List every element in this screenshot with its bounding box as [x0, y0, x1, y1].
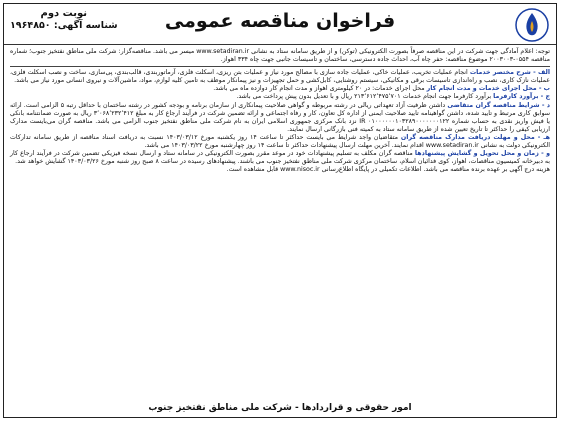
- section-heading: ب - محل اجرای خدمات و مدت انجام کار: [426, 85, 550, 93]
- section-c: [10, 93, 550, 101]
- section-text: انجام عملیات تخریب، عملیات خاکی، عملیات جاده سازی با مصالح مورد نیاز و عملیات بتن ریزی، اسکلت فلزی، آرماتوربندی، قالب‌بندی، پی‌سازی، ساخت و نصب اسکلت فلزی، عملیات نازک کاری، نصب و راه‌اندازی تاسیسات برقی و مکانیکی، سیستم روشنایی، کابل‌کشی و حمل تجهیزات و نیز پیمانکار موظف به تامین کلیه لوازم، مواد، ماشین‌آلات و نیروی انسانی مورد نیاز می باشد.: [10, 69, 550, 85]
- divider: [10, 66, 550, 67]
- section-d: [10, 102, 550, 134]
- section-text: داشتن ظرفیت آزاد تعهداتی ریالی در رشته مربوطه و گواهی صلاحیت پیمانکاری از سازمان برنامه و بودجه کشور در رشته ساختمان با حداقل رتبه ۵ الزامی است. ارائه سوابق کاری مرتبط و تایید شده، داشتن گواهینامه تایید صلاحیت ایمنی از اداره کل تعاون، کار و رفاه اجتماعی و ارائه تضمین شرکت در فرآیند ارجاع کار به مبلغ ۳٬۰۶۸٬۲۳۲٬۴۱۲ ریال به صورت ضمانتنامه بانکی یا فیش واریز نقدی به حساب شماره IR ۰۱۰۰۰۰۰۰۱۰۳۲۸۹۰۰۰۰۰۰۰۱۲۲ نزد بانک مرکزی جمهوری اسلامی ایران به نام شرکت ملی مناطق نفتخیز جنوب الزامی می باشد. مناقصه گران می‌بایست مدارک ارزیابی کیفی را حداکثر تا تاریخ تعیین شده از طریق سامانه ستاد به کمیته فنی بازرگانی ارسال نمایند.: [10, 101, 551, 133]
- section-heading: هـ - محل و مهلت دریافت مدارک مناقصه گران: [400, 133, 550, 141]
- document-body: [4, 45, 556, 174]
- header: [4, 4, 556, 45]
- section-text: متقاضیان واجد شرایط می بایست حداکثر تا ساعت ۱۴ روز یکشنبه مورخ ۱۴۰۳/۰۳/۱۲ نسبت به دریافت اسناد مناقصه از طریق سامانه تدارکات الکترونیکی دولت به نشانی www.setadiran.ir اقدام نمایند. آخرین مهلت ارسال پیشنهادات حداکثر تا ساعت ۱۴ روز چهارشنبه مورخ ۱۴۰۳/۰۳/۲۲ می باشد.: [10, 133, 550, 150]
- section-e: [10, 134, 550, 150]
- section-text: برآورد کارفرما جهت انجام خدمات ۲۱۳٬۶۱۲٬۴۷۵٬۷۰۱ ریال و با تعدیل بدون پیش پرداخت می باشد.: [236, 93, 492, 101]
- section-a: [10, 69, 550, 85]
- ad-id: شناسه آگهی: ۱۹۶۴۸۵۰: [10, 20, 118, 31]
- section-heading: الف - شرح مختصر خدمات: [469, 69, 550, 77]
- page-title: فراخوان مناقصه عمومی: [164, 10, 396, 32]
- document-frame: [3, 3, 557, 418]
- notice-info: [10, 8, 118, 32]
- section-heading: و - زمان و محل تحویل و گشایش پیشنهادها: [414, 150, 550, 158]
- section-f: [10, 150, 550, 166]
- section-text: محل اجرای خدمات: در ۲۰ کیلومتری اهواز و مدت انجام کار دوازده ماه می باشد.: [213, 85, 425, 93]
- turn-label: نوبت دوم: [40, 8, 88, 19]
- section-g: [10, 166, 550, 174]
- footer-signature: امور حقوقی و قراردادها - شرکت ملی مناطق نفتخیز جنوب: [148, 403, 412, 413]
- section-heading: ج - برآورد کارفرما: [493, 93, 550, 101]
- section-heading: د - شرایط مناقصه گران متقاضی: [447, 101, 550, 109]
- intro-paragraph: توجه: اعلام آمادگی جهت شرکت در این مناقصه صرفاً بصورت الکترونیکی (توکن) و از طریق سامانه ستاد به نشانی www.setadiran.ir میسر می باشد. مناقصه‌گزار: شرکت ملی مناطق نفتخیز جنوب؛ شماره مناقصه ۰۵۵۴-۲۰۰۳۰۰۳ موضوع مناقصه: حفر چاه آب، احداث جاده دسترسی، ساختمان و تاسیسات جانبی جهت چاه ۳۳۴ اهواز.: [10, 48, 550, 64]
- section-text: مناقصه گران مکلف به تسلیم پیشنهادات خود در موعد مقرر بصورت الکترونیکی در سامانه ستاد و ارسال نسخه فیزیکی تضمین شرکت در فرآیند ارجاع کار به دبیرخانه کمیسیون مناقصات، اهواز، کوی فدائیان اسلام، ساختمان مرکزی شرکت ملی مناطق نفتخیز جنوب می باشند. پیشنهادهای رسیده در ساعت ۸ صبح روز شنبه مورخ ۱۴۰۳/۰۳/۲۶ گشایش خواهد شد.: [10, 150, 550, 166]
- section-text: هزینه درج آگهی بر عهده برنده مناقصه می باشد. اطلاعات تکمیلی در پایگاه اطلاع‌رسانی www.nisoc.ir قابل مشاهده است.: [226, 166, 550, 174]
